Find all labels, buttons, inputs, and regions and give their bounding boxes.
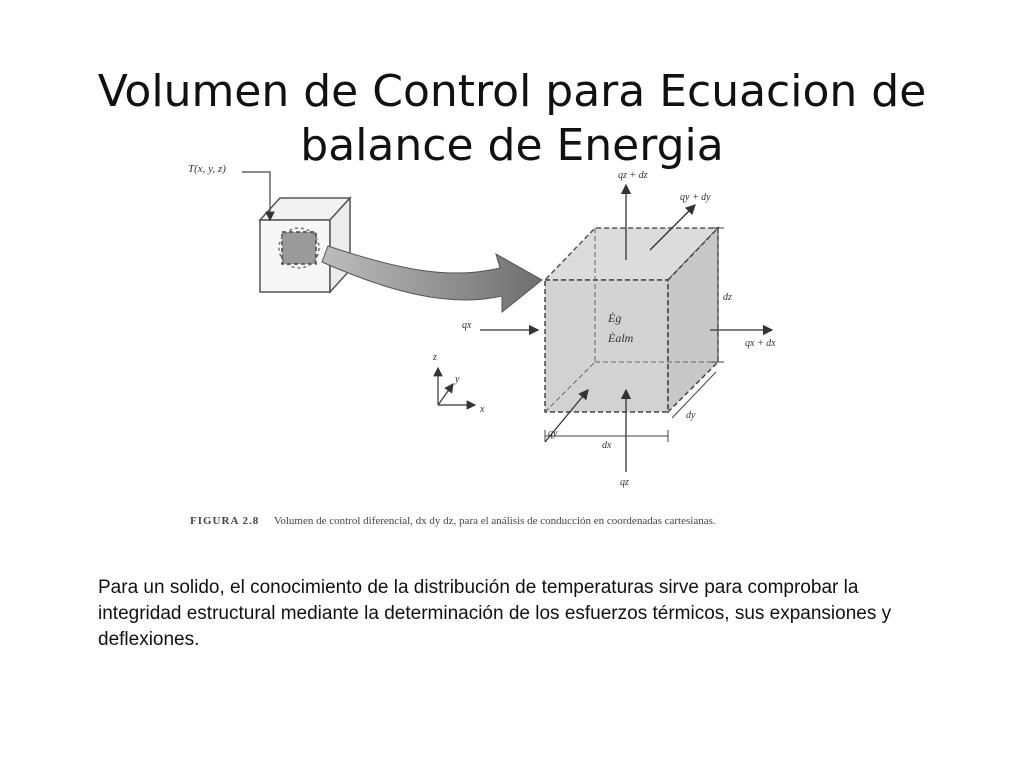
figure-caption bbox=[190, 514, 830, 529]
label-dy: dy bbox=[686, 410, 696, 421]
label-qy-dy: qy + dy bbox=[680, 192, 711, 203]
axis-x-label: x bbox=[480, 404, 485, 415]
figure-number: FIGURA 2.8 bbox=[190, 515, 260, 527]
point-label: T(x, y, z) bbox=[188, 163, 226, 175]
label-qx: qx bbox=[462, 320, 472, 331]
label-qz-dz: qz + dz bbox=[618, 170, 648, 181]
axis-y-label: y bbox=[455, 374, 460, 385]
magnify-arrow bbox=[322, 246, 542, 312]
control-volume-figure bbox=[150, 150, 850, 570]
label-qx-dx: qx + dx bbox=[745, 338, 776, 349]
axis-z-label: z bbox=[433, 352, 437, 363]
slide-title: Volumen de Control para Ecuacion de balance de Energia bbox=[97, 66, 927, 172]
small-cube bbox=[260, 198, 350, 292]
body-paragraph: Para un solido, el conocimiento de la distribución de temperaturas sirve para comprobar la integridad estructural mediante la determinación de los esfuerzos térmicos, sus expansiones y deflexiones. bbox=[98, 577, 892, 650]
label-e-alm: Ėalm bbox=[608, 331, 634, 345]
label-dz: dz bbox=[723, 292, 732, 303]
label-e-g: Ėg bbox=[608, 311, 622, 325]
control-volume-diagram bbox=[150, 150, 850, 570]
control-volume-cube bbox=[545, 228, 718, 412]
label-dx: dx bbox=[602, 440, 612, 451]
figure-caption-text: Volumen de control diferencial, dx dy dz, para el análisis de conducción en coordenadas cartesianas. bbox=[273, 515, 716, 527]
label-qy: qy bbox=[548, 428, 558, 439]
label-qz: qz bbox=[620, 477, 629, 488]
